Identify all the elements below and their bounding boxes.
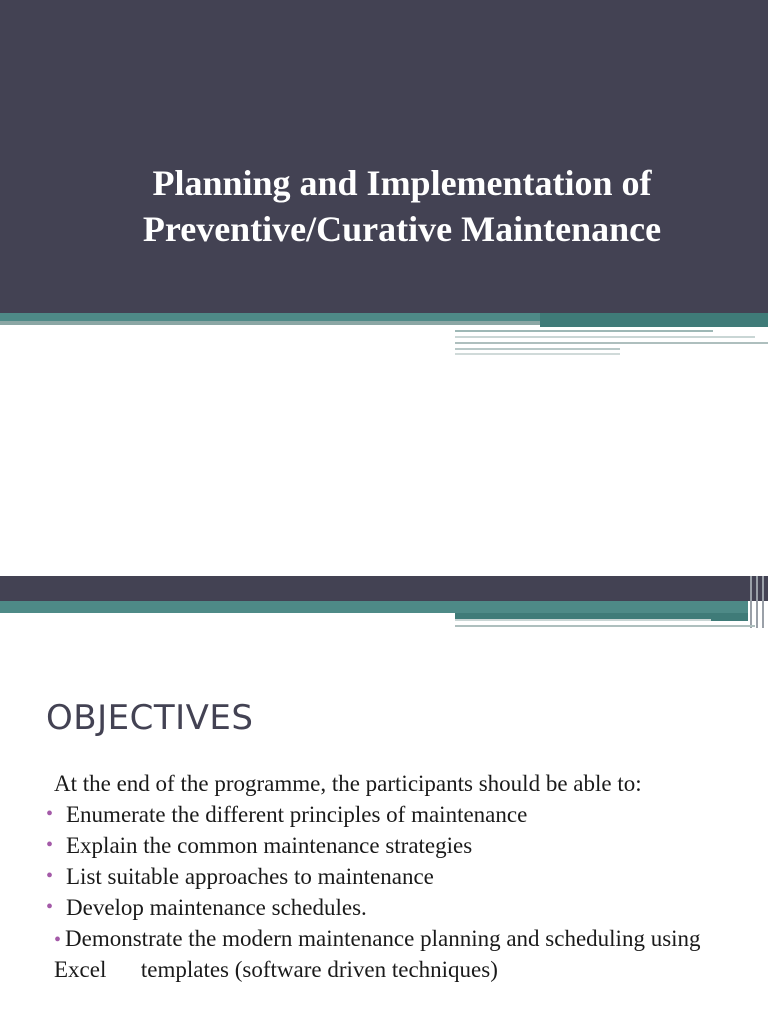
objective-text: List suitable approaches to maintenance [66, 864, 434, 889]
list-item [46, 862, 734, 891]
bullet-dot-icon: • [54, 929, 62, 951]
bullet-dot-icon: • [46, 803, 54, 825]
objectives-slide-teal-stripe [0, 601, 748, 613]
objectives-body [46, 769, 734, 986]
objectives-slide-header-band [0, 576, 768, 601]
title-slide-stripe-shadow [0, 321, 540, 325]
objective-text: Demonstrate the modern maintenance planning and scheduling using Excel templates (software driven techniques) [54, 926, 707, 982]
title-slide-deco-line [455, 330, 713, 332]
title-slide-deco-line [455, 336, 755, 338]
list-item [46, 831, 734, 860]
objective-text: Develop maintenance schedules. [66, 895, 367, 920]
objectives-intro: At the end of the programme, the participants should be able to: [54, 771, 642, 796]
objective-text: Explain the common maintenance strategies [66, 833, 473, 858]
presentation-title: Planning and Implementation of Preventive/Curative Maintenance [142, 163, 662, 249]
bullet-dot-icon: • [46, 896, 54, 918]
list-item [54, 924, 734, 984]
objectives-slide [0, 576, 768, 1024]
objectives-slide-edge-mark [756, 576, 758, 628]
title-slide-header-band [0, 0, 768, 313]
objectives-slide-deco-line [455, 625, 755, 627]
title-slide-deco-line [455, 353, 620, 355]
objective-text: Enumerate the different principles of maintenance [66, 802, 528, 827]
objectives-slide-edge-mark [762, 576, 764, 628]
objectives-heading: OBJECTIVES [46, 698, 254, 738]
list-item [46, 893, 734, 922]
objectives-slide-edge-mark [750, 576, 752, 628]
objectives-slide-deco-line [455, 619, 711, 621]
title-slide-stripe-accent [540, 313, 768, 327]
title-slide-deco-line [455, 348, 620, 350]
bullet-dot-icon: • [46, 834, 54, 856]
title-slide-deco-line [455, 342, 768, 344]
objectives-list [46, 800, 734, 984]
bullet-dot-icon: • [46, 865, 54, 887]
list-item [46, 800, 734, 829]
